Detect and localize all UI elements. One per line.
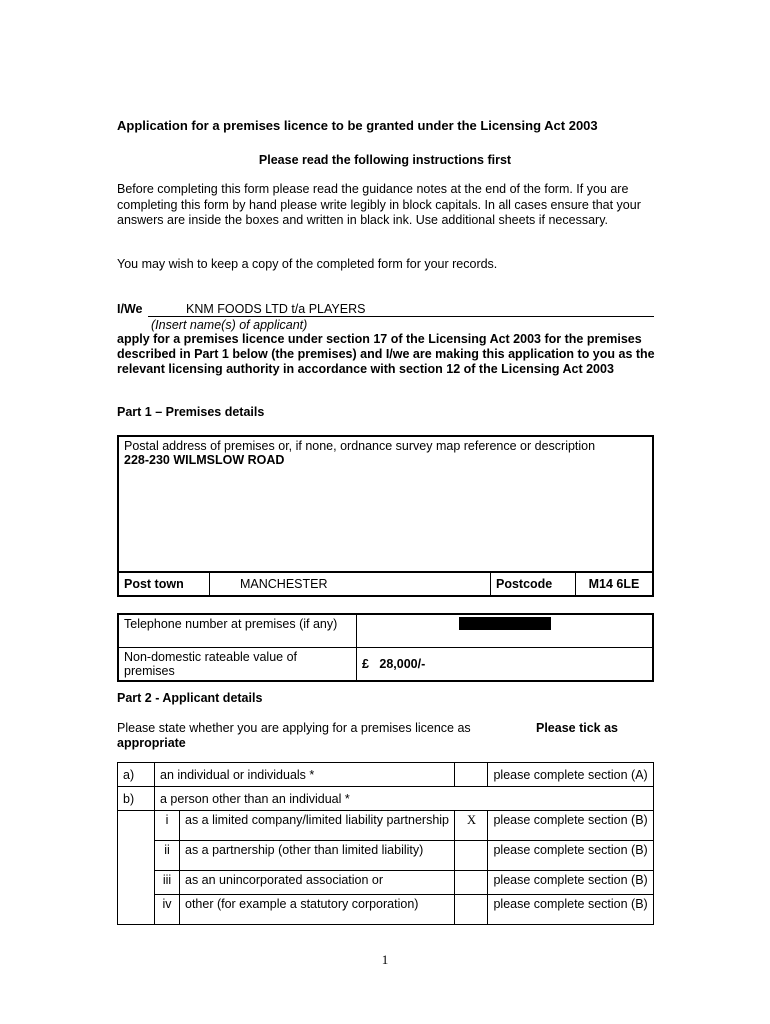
premises-address-table [117,435,654,597]
subrow-ii-tick[interactable] [455,841,488,871]
subrow-i-action: please complete section (B) [488,811,654,841]
applicant-type-table [117,762,654,925]
subrow-iii-tick[interactable] [455,871,488,895]
copy-note: You may wish to keep a copy of the completed form for your records. [117,257,498,271]
row-a-label: an individual or individuals * [155,763,455,787]
subrow-ii-num: ii [155,841,180,871]
applicant-name[interactable]: KNM FOODS LTD t/a PLAYERS [186,302,366,316]
applicant-hint: (Insert name(s) of applicant) [151,318,308,332]
rateable-value: 28,000/- [379,657,426,671]
post-town-value[interactable]: MANCHESTER [210,572,491,596]
part1-heading: Part 1 – Premises details [117,405,265,419]
subrow-iii-label: as an unincorporated association or [180,871,455,895]
subrow-spacer [118,811,155,841]
applicant-line [148,316,654,317]
rateable-label: Non-domestic rateable value of premises [118,648,357,682]
postcode-value[interactable]: M14 6LE [576,572,654,596]
row-b-action [488,787,654,811]
address-value: 228-230 WILMSLOW ROAD [124,453,285,467]
subrow-iv-action: please complete section (B) [488,895,654,925]
subrow-spacer [118,871,155,895]
row-a-tick[interactable] [455,763,488,787]
subrow-ii-action: please complete section (B) [488,841,654,871]
row-b-tick [455,787,488,811]
subrow-iii-action: please complete section (B) [488,871,654,895]
subrow-i-tick[interactable]: X [455,811,488,841]
page-number: 1 [381,952,389,967]
currency-symbol: £ [362,657,369,671]
applicant-label: I/We [117,302,143,316]
subrow-iv-tick[interactable] [455,895,488,925]
subrow-i-num: i [155,811,180,841]
redacted-block [459,617,551,630]
telephone-label: Telephone number at premises (if any) [118,614,357,648]
row-a-action: please complete section (A) [488,763,654,787]
row-a-letter: a) [118,763,155,787]
subrow-spacer [118,895,155,925]
address-label: Postal address of premises or, if none, ordnance survey map reference or description [124,439,596,453]
subrow-iii-num: iii [155,871,180,895]
address-cell[interactable] [118,436,653,572]
subrow-ii-label: as a partnership (other than limited liability) [180,841,455,871]
instructions-text: Before completing this form please read the guidance notes at the end of the form. If you are completing this form by hand please write legibly in block capitals. In all cases ensure that your answers are inside the boxes and written in black ink. Use additional sheets if necessary. [117,182,641,227]
apply-statement: apply for a premises licence under section 17 of the Licensing Act 2003 for the premises described in Part 1 below (the premises) and I/we are making this application to you as the relevant licensing authority in accordance with section 12 of the Licensing Act 2003 [117,332,655,376]
subrow-spacer [118,841,155,871]
part2-question: Please state whether you are applying for a premises licence as [117,721,471,735]
telephone-value[interactable] [357,614,654,648]
subrow-iv-label: other (for example a statutory corporation) [180,895,455,925]
subrow-iv-num: iv [155,895,180,925]
rateable-cell[interactable] [357,648,654,682]
post-town-label: Post town [118,572,210,596]
instructions-heading: Please read the following instructions first [258,153,512,167]
form-title: Application for a premises licence to be granted under the Licensing Act 2003 [117,118,598,133]
part2-heading: Part 2 - Applicant details [117,691,263,705]
postcode-label: Postcode [491,572,576,596]
row-b-label: a person other than an individual * [155,787,455,811]
row-b-letter: b) [118,787,155,811]
tick-note: Please tick as [536,721,619,735]
tick-note-continued: appropriate [117,736,186,750]
premises-info-table [117,613,654,682]
subrow-i-label: as a limited company/limited liability partnership [180,811,455,841]
